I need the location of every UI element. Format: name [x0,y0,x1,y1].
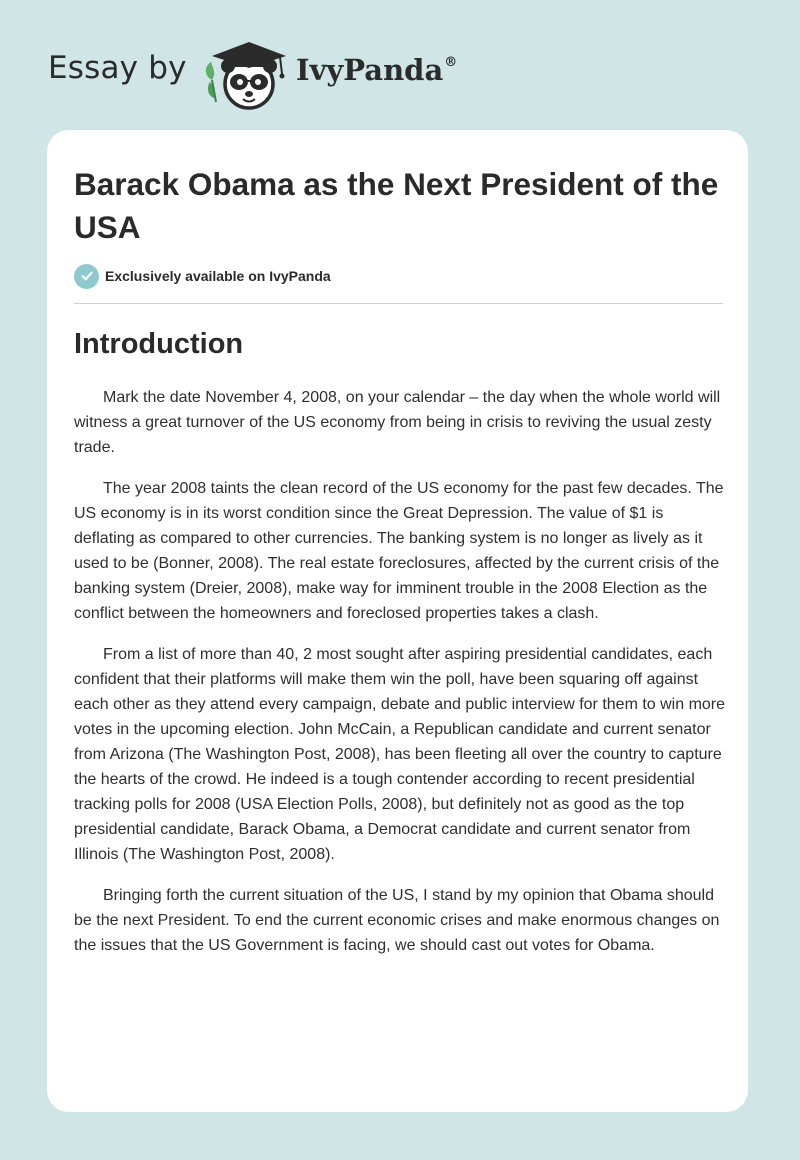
page-title: Barack Obama as the Next President of the USA [74,166,719,245]
paragraph: Bringing forth the current situation of the US, I stand by my opinion that Obama should be the next President. To end the current economic crises and make enormous changes on the issues that the US Government is facing, we should cast out votes for Obama. [74,887,720,954]
article-body [74,385,726,974]
exclusive-badge [74,263,331,289]
section-heading: Introduction [74,328,244,360]
panda-graduate-icon[interactable] [202,36,292,110]
paragraph: The year 2008 taints the clean record of the US economy for the past few decades. The US economy is in its worst condition since the Great Depression. The value of $1 is deflating as compared to other currencies. The banking system is no longer as lively as it used to be (Bonner, 2008). The real estate foreclosures, affected by the current crisis of the banking system (Dreier, 2008), make way for imminent trouble in the 2008 Election as the conflict between the homeowners and foreclosed properties takes a clash. [74,480,724,622]
paragraph: Mark the date November 4, 2008, on your calendar – the day when the whole world will witness a great turnover of the US economy from being in crisis to reviving the usual zesty trade. [74,389,721,456]
paragraph: From a list of more than 40, 2 most sought after aspiring presidential candidates, each confident that their platforms will make them win the poll, have been squaring off against each other as they attend every campaign, debate and public interview for them to win more votes in the upcoming election. John McCain, a Republican candidate and current senator from Arizona (The Washington Post, 2008), has been fleeting all over the country to capture the hearts of the crowd. He indeed is a tough contender according to recent presidential tracking polls for 2008 (USA Election Polls, 2008), but definitely not as good as the top presidential candidate, Barack Obama, a Democrat candidate and current senator from Illinois (The Washington Post, 2008). [74,646,726,863]
check-circle-icon [74,264,99,289]
divider [74,303,723,304]
exclusive-badge-text: Exclusively available on IvyPanda [105,268,331,284]
brand-logo-text[interactable]: IvyPanda® [296,53,458,87]
registered-mark: ® [444,55,458,70]
essay-by-label: Essay by [48,50,187,86]
site-header [48,34,548,112]
essay-card [47,130,748,1112]
